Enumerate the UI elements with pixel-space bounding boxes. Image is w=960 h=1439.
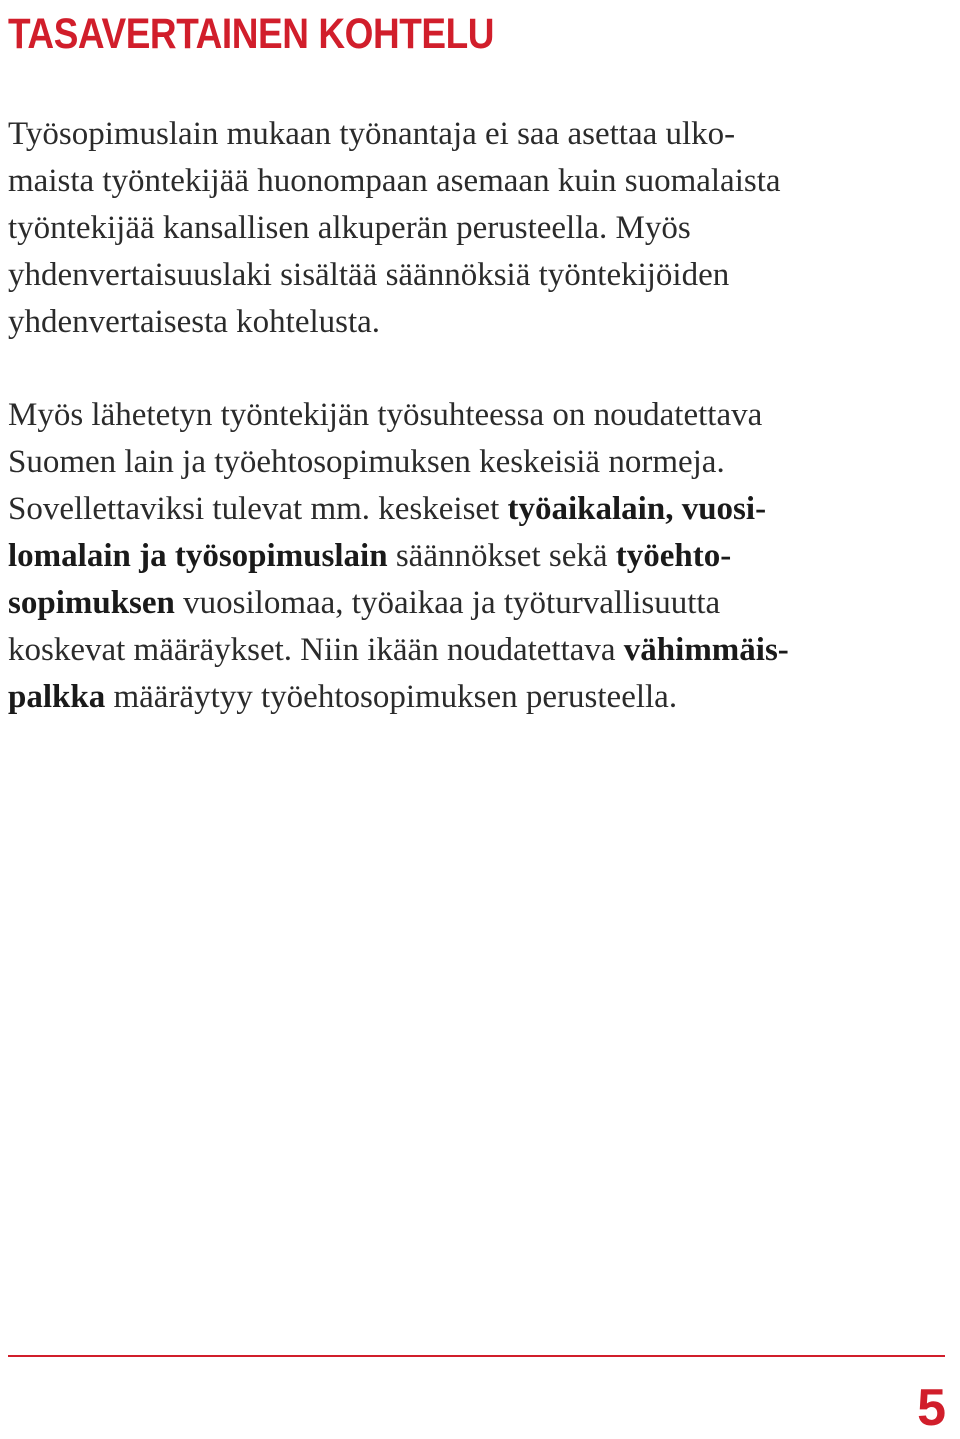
line-text: säännökset sekä [387, 538, 616, 574]
bold-term: palkka [8, 679, 106, 715]
page-title: TASAVERTAINEN KOHTELU [8, 10, 495, 58]
paragraph-line: Työsopimuslain mukaan työnantaja ei saa asettaa ulko- [8, 116, 736, 152]
paragraph-line [8, 674, 948, 721]
line-text: Sovellettaviksi tulevat mm. keskeiset [8, 491, 508, 527]
bold-term: työehto- [615, 538, 732, 574]
line-text: vuosilomaa, työaikaa ja työturvallisuutta [174, 585, 721, 621]
paragraph-line [8, 580, 948, 627]
paragraph-line: maista työntekijää huonompaan asemaan kuin suomalaista [8, 163, 781, 199]
paragraph-line: Suomen lain ja työehtosopimuksen keskeisiä normeja. [8, 444, 725, 480]
paragraph-equal-treatment-law [8, 111, 948, 346]
paragraph-line [8, 627, 948, 674]
paragraph-line: yhdenvertaisuuslaki sisältää säännöksiä työntekijöiden [8, 257, 730, 293]
footer-divider [8, 1355, 945, 1357]
bold-term: sopimuksen [8, 585, 175, 621]
bold-term: vähimmäis- [623, 632, 789, 668]
paragraph-line [8, 486, 948, 533]
bold-term: työaikalain, vuosi- [507, 491, 767, 527]
paragraph-line: työntekijää kansallisen alkuperän perusteella. Myös [8, 210, 691, 246]
bold-term: lomalain ja työsopimuslain [8, 538, 388, 574]
page-number: 5 [917, 1379, 946, 1437]
paragraph-line [8, 533, 948, 580]
paragraph-line: Myös lähetetyn työntekijän työsuhteessa on noudatettava [8, 397, 763, 433]
line-text: määräytyy työehtosopimuksen perusteella. [105, 679, 678, 715]
paragraph-line: yhdenvertaisesta kohtelusta. [8, 304, 381, 340]
line-text: koskevat määräykset. Niin ikään noudatettava [8, 632, 624, 668]
paragraph-posted-workers [8, 392, 948, 721]
